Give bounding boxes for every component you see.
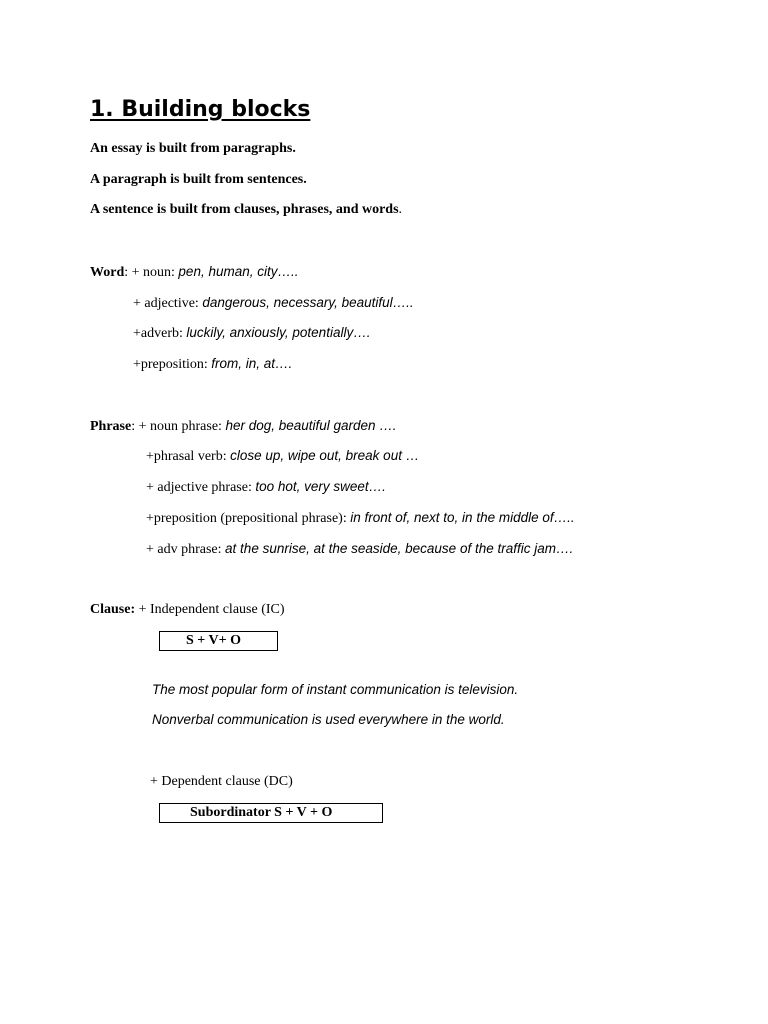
clause-heading: Clause: bbox=[90, 602, 136, 617]
word-item-prefix: : + noun: bbox=[124, 265, 179, 280]
phrase-item-prefix: + adjective phrase: bbox=[146, 480, 256, 495]
ic-example-2: Nonverbal communication is used everywhere in the world. bbox=[152, 712, 505, 727]
intro-line-1: An essay is built from paragraphs. bbox=[90, 141, 296, 156]
phrase-row-4 bbox=[146, 509, 575, 528]
phrase-row-2 bbox=[146, 447, 419, 466]
independent-clause-formula: S + V+ O bbox=[186, 633, 241, 648]
word-row-1 bbox=[90, 263, 298, 282]
intro-line-3-text: A sentence is built from clauses, phrases, and words bbox=[90, 202, 399, 217]
word-row-2 bbox=[133, 294, 414, 313]
ic-example-1: The most popular form of instant communication is television. bbox=[152, 682, 519, 697]
word-item-prefix: +adverb: bbox=[133, 326, 187, 341]
dependent-clause-formula: Subordinator S + V + O bbox=[190, 805, 333, 820]
intro-line-2: A paragraph is built from sentences. bbox=[90, 172, 307, 187]
independent-clause-formula-box bbox=[159, 631, 278, 651]
independent-clause-label: + Independent clause (IC) bbox=[135, 602, 285, 617]
word-item-prefix: +preposition: bbox=[133, 357, 212, 372]
intro-line-3 bbox=[90, 201, 402, 219]
word-item-examples: dangerous, necessary, beautiful….. bbox=[202, 295, 414, 310]
dependent-clause-formula-box bbox=[159, 803, 383, 823]
word-item-examples: luckily, anxiously, potentially…. bbox=[186, 325, 371, 340]
word-row-3 bbox=[133, 324, 370, 343]
word-item-examples: from, in, at…. bbox=[211, 356, 293, 371]
phrase-heading: Phrase bbox=[90, 419, 132, 434]
phrase-row-3 bbox=[146, 478, 386, 497]
clause-row-1 bbox=[90, 601, 285, 619]
phrase-item-examples: in front of, next to, in the middle of….. bbox=[350, 510, 575, 525]
phrase-item-prefix: + adv phrase: bbox=[146, 542, 226, 557]
dependent-clause-label: + Dependent clause (DC) bbox=[150, 774, 293, 789]
phrase-item-prefix: : + noun phrase: bbox=[131, 419, 226, 434]
phrase-item-prefix: +phrasal verb: bbox=[146, 449, 231, 464]
phrase-item-examples: her dog, beautiful garden …. bbox=[225, 418, 397, 433]
intro-line-3-period: . bbox=[398, 202, 403, 217]
word-row-4 bbox=[133, 355, 292, 374]
phrase-row-5 bbox=[146, 540, 573, 559]
phrase-item-examples: at the sunrise, at the seaside, because of the traffic jam…. bbox=[225, 541, 574, 556]
phrase-item-prefix: +preposition (prepositional phrase): bbox=[146, 511, 351, 526]
phrase-item-examples: close up, wipe out, break out … bbox=[230, 448, 420, 463]
word-item-examples: pen, human, city….. bbox=[178, 264, 299, 279]
phrase-row-1 bbox=[90, 417, 397, 436]
phrase-item-examples: too hot, very sweet…. bbox=[255, 479, 386, 494]
word-heading: Word bbox=[90, 265, 125, 280]
word-item-prefix: + adjective: bbox=[133, 296, 203, 311]
page-title: 1. Building blocks bbox=[90, 97, 311, 122]
